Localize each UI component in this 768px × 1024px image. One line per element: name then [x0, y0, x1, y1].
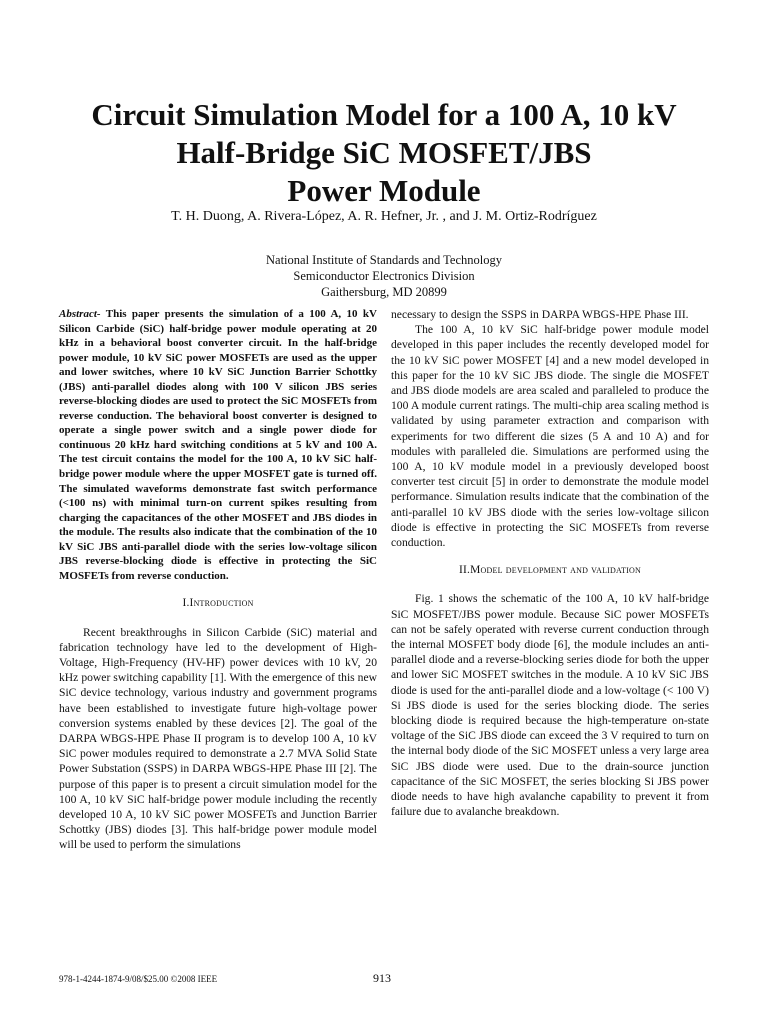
author-list: T. H. Duong, A. Rivera-López, A. R. Hefner, Jr. , and J. M. Ortiz-Rodríguez — [171, 209, 597, 224]
section-title: Introduction — [189, 597, 254, 610]
abstract-text: This paper presents the simulation of a 100 A, 10 kV Silicon Carbide (SiC) half-bridge power module operating at 20 kHz in a behavioral boost converter circuit. In the half-bridge power module, 10 kV SiC power MOSFETs are used as the upper and lower switches, where 10 kV SiC Junction Barrier Schottky (JBS) anti-parallel diodes along with 100 V silicon JBS series reverse-blocking diodes are used to protect the SiC MOSFETs from reverse conduction. The behavioral boost converter is designed to operate a single power switch and a single power diode for continuous 20 kHz hard switching conditions at 5 kV and 100 A. The test circuit contains the model for the 100 A, 10 kV SiC half-bridge power module where the upper MOSFET gate is turned off. The simulated waveforms demonstrate fast switch performance (<100 ns) with minimal turn-on current spikes resulting from charging the capacitances of the other MOSFET and JBS diodes in the module. The results also indicate that the combination of the 10 kV SiC JBS anti-parallel diode with the series low-voltage silicon JBS reverse-blocking diode is effective in protecting the SiC MOSFETs from reverse conduction. — [59, 308, 377, 582]
section-title: Model development and validation — [470, 564, 641, 577]
abstract-lead: Abstract- — [59, 308, 101, 320]
affiliation — [40, 252, 728, 300]
copyright-footer: 978-1-4244-1874-9/08/$25.00 ©2008 IEEE — [59, 974, 218, 984]
title-line-2: Half-Bridge SiC MOSFET/JBS — [176, 135, 592, 170]
section-heading-model — [391, 563, 709, 578]
affiliation-line-2: Semiconductor Electronics Division — [293, 269, 475, 283]
title-line-1: Circuit Simulation Model for a 100 A, 10 kV — [91, 97, 677, 132]
page-number: 913 — [373, 971, 391, 985]
left-column — [59, 307, 377, 853]
introduction-continuation: necessary to design the SSPS in DARPA WBGS-HPE Phase III. — [391, 308, 689, 321]
paper-title — [40, 96, 728, 210]
section-heading-introduction — [59, 596, 377, 611]
section-number: II. — [458, 564, 471, 577]
right-column — [391, 307, 709, 820]
section-number: I. — [182, 597, 190, 610]
abstract — [59, 307, 377, 583]
title-line-3: Power Module — [287, 173, 481, 208]
affiliation-line-3: Gaithersburg, MD 20899 — [321, 285, 447, 299]
model-paragraph: Fig. 1 shows the schematic of the 100 A, 10 kV half-bridge SiC MOSFET/JBS power module. Because SiC power MOSFETs can not be safely operated with reverse current conduction through the internal MOSFET body diode [6], the module includes an anti-parallel diode and a reverse-blocking series diode for both the upper and lower SiC MOSFET switches in the module. A 10 kV SiC JBS diode is used for the anti-parallel diode and a low-voltage (< 100 V) Si JBS diode is used for the series blocking diode. The series blocking diode is required because the high-temperature on-state voltage of the SiC JBS diode can exceed the 3 V required to turn on the internal body diode of the SiC MOSFET unless a very large area SiC JBS diode were used. Due to the drain-source junction capacitance of the SiC MOSFET, the series blocking Si JBS power diode needs to have high avalanche capability to prevent it from failure due to avalanche breakdown. — [391, 592, 709, 819]
introduction-paragraph-2: The 100 A, 10 kV SiC half-bridge power module model developed in this paper includes the recently developed model for the 10 kV SiC power MOSFET [4] and a new model developed in this paper for the 10 kV SiC JBS diode. The single die MOSFET and JBS diode models are area scaled and paralleled to produce the 100 A module current ratings. The multi-chip area scaling method is validated by using parameter extraction and comparison with experiments for two different die sizes (5 A and 10 A) and for modules with paralleled die. Simulations are performed using the 100 A, 10 kV module model in a previously developed boost converter test circuit [5] in order to demonstrate the module model performance. Simulation results indicate that the combination of the anti-parallel 10 kV JBS diode with the series low-voltage silicon diode is effective in protecting the SiC MOSFETs from reverse conduction. — [391, 323, 709, 550]
affiliation-line-1: National Institute of Standards and Technology — [266, 253, 502, 267]
introduction-paragraph: Recent breakthroughs in Silicon Carbide (SiC) material and fabrication technology have led to the development of High-Voltage, High-Frequency (HV-HF) power devices with 10 kV, 20 kHz power switching capability [1]. With the emergence of this new SiC device technology, various industry and government programs have been established to investigate future high-voltage power conversion systems enabled by these devices [2]. The goal of the DARPA WBGS-HPE Phase II program is to develop 100 A, 10 kV SiC power modules required to demonstrate a 2.7 MVA Solid State Power Substation (SSPS) in DARPA WBGS-HPE Phase III [2]. The purpose of this paper is to present a circuit simulation model for the 100 A, 10 kV SiC half-bridge power module including the recently developed 10 A, 10 kV SiC power MOSFETs and Junction Barrier Schottky (JBS) diodes [3]. This half-bridge power module model will be used to perform the simulations — [59, 625, 377, 852]
